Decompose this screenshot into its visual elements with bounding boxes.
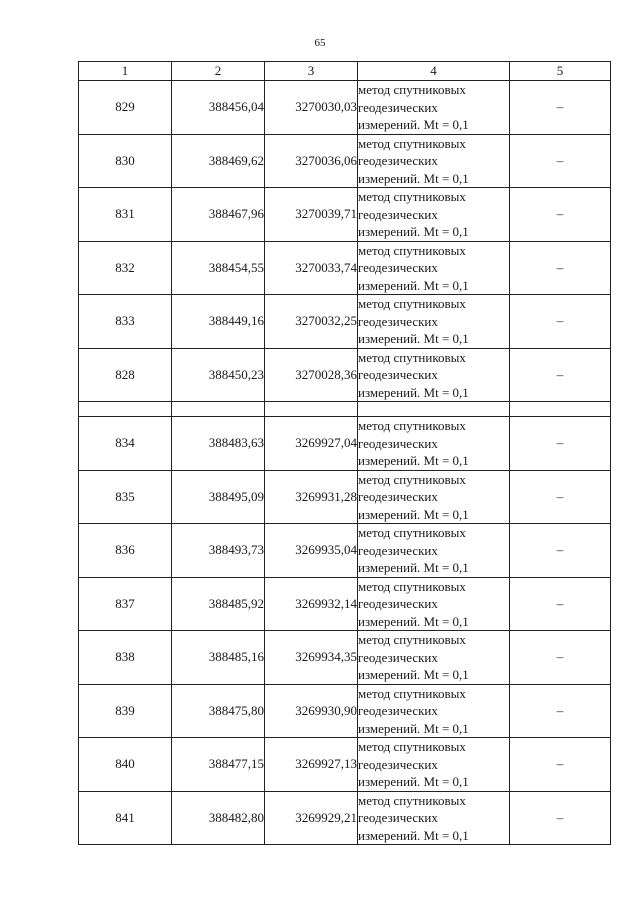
method-cell — [358, 295, 510, 349]
method-cell — [358, 134, 510, 188]
method-text-line: геодезических — [358, 206, 438, 222]
y-coordinate-cell: 3270030,03 — [265, 81, 358, 135]
method-text-line: метод спутниковых — [358, 792, 466, 808]
method-text-line: метод спутниковых — [358, 349, 466, 365]
method-cell — [358, 791, 510, 845]
point-id-cell: 837 — [79, 577, 172, 631]
note-cell: – — [510, 684, 611, 738]
table-header-row — [79, 62, 611, 81]
y-coordinate-cell: 3269932,14 — [265, 577, 358, 631]
point-id-cell: 828 — [79, 348, 172, 402]
coordinates-table — [78, 61, 611, 845]
method-text-line: метод спутниковых — [358, 525, 466, 540]
method-text-line: метод спутниковых — [358, 296, 466, 311]
method-text-line: измерений. Mt = 0,1 — [358, 827, 469, 843]
table-row — [79, 348, 611, 402]
point-id-cell: 839 — [79, 684, 172, 738]
note-cell: – — [510, 134, 611, 188]
y-coordinate-cell: 3270032,25 — [265, 295, 358, 349]
empty-cell — [172, 402, 265, 417]
method-text-line: метод спутниковых — [358, 189, 466, 204]
method-text-line: измерений. Mt = 0,1 — [358, 170, 469, 186]
method-cell — [358, 631, 510, 685]
method-cell — [358, 188, 510, 242]
method-cell — [358, 417, 510, 471]
method-cell — [358, 348, 510, 402]
method-text-line: геодезических — [358, 703, 438, 718]
point-id-cell: 833 — [79, 295, 172, 349]
method-text-line: геодезических — [358, 542, 438, 558]
y-coordinate-cell: 3269931,28 — [265, 470, 358, 524]
method-text-line: измерений. Mt = 0,1 — [358, 224, 469, 239]
method-text-line: метод спутниковых — [358, 578, 466, 594]
point-id-cell: 832 — [79, 241, 172, 295]
note-cell: – — [510, 417, 611, 471]
note-cell: – — [510, 631, 611, 685]
y-coordinate-cell: 3269927,13 — [265, 738, 358, 792]
method-text-line: метод спутниковых — [358, 685, 466, 701]
method-text-line: геодезических — [358, 756, 438, 772]
method-text-line: измерений. Mt = 0,1 — [358, 117, 469, 132]
note-cell: – — [510, 295, 611, 349]
point-id-cell: 835 — [79, 470, 172, 524]
note-cell: – — [510, 470, 611, 524]
x-coordinate-cell: 388475,80 — [172, 684, 265, 738]
point-id-cell: 836 — [79, 524, 172, 578]
note-cell: – — [510, 738, 611, 792]
method-text-line: измерений. Mt = 0,1 — [358, 720, 469, 736]
method-cell — [358, 241, 510, 295]
method-text-line: измерений. Mt = 0,1 — [358, 331, 469, 346]
column-header-4: 4 — [358, 62, 510, 81]
method-text-line: метод спутниковых — [358, 82, 466, 97]
method-text-line: геодезических — [358, 649, 438, 665]
method-text-line: измерений. Mt = 0,1 — [358, 560, 469, 575]
method-text-line: измерений. Mt = 0,1 — [358, 667, 469, 682]
table-body — [79, 62, 611, 845]
page-number: 65 — [314, 37, 326, 49]
point-id-cell: 831 — [79, 188, 172, 242]
point-id-cell: 841 — [79, 791, 172, 845]
point-id-cell: 830 — [79, 134, 172, 188]
note-cell: – — [510, 348, 611, 402]
method-text-line: геодезических — [358, 153, 438, 168]
empty-cell — [358, 402, 510, 417]
x-coordinate-cell: 388449,16 — [172, 295, 265, 349]
method-text-line: геодезических — [358, 99, 438, 115]
table-row — [79, 81, 611, 135]
x-coordinate-cell: 388454,55 — [172, 241, 265, 295]
method-text-line: измерений. Mt = 0,1 — [358, 613, 469, 629]
note-cell: – — [510, 241, 611, 295]
method-text-line: метод спутниковых — [358, 242, 466, 258]
table-row — [79, 684, 611, 738]
method-text-line: измерений. Mt = 0,1 — [358, 506, 469, 522]
x-coordinate-cell: 388495,09 — [172, 470, 265, 524]
table-row — [79, 791, 611, 845]
table-row — [79, 134, 611, 188]
point-id-cell: 834 — [79, 417, 172, 471]
note-cell: – — [510, 188, 611, 242]
method-cell — [358, 684, 510, 738]
method-text-line: измерений. Mt = 0,1 — [358, 277, 469, 293]
table-row — [79, 631, 611, 685]
point-id-cell: 829 — [79, 81, 172, 135]
empty-cell — [79, 402, 172, 417]
x-coordinate-cell: 388450,23 — [172, 348, 265, 402]
method-text-line: метод спутниковых — [358, 471, 466, 487]
method-text-line: метод спутниковых — [358, 418, 466, 433]
table-row — [79, 295, 611, 349]
x-coordinate-cell: 388483,63 — [172, 417, 265, 471]
note-cell: – — [510, 791, 611, 845]
point-id-cell: 840 — [79, 738, 172, 792]
method-cell — [358, 81, 510, 135]
empty-cell — [265, 402, 358, 417]
method-text-line: измерений. Mt = 0,1 — [358, 453, 469, 468]
method-text-line: геодезических — [358, 596, 438, 611]
method-text-line: измерений. Mt = 0,1 — [358, 774, 469, 789]
method-text-line: геодезических — [358, 313, 438, 329]
x-coordinate-cell: 388456,04 — [172, 81, 265, 135]
note-cell: – — [510, 577, 611, 631]
x-coordinate-cell: 388482,80 — [172, 791, 265, 845]
method-cell — [358, 470, 510, 524]
x-coordinate-cell: 388485,92 — [172, 577, 265, 631]
x-coordinate-cell: 388469,62 — [172, 134, 265, 188]
y-coordinate-cell: 3270036,06 — [265, 134, 358, 188]
table-spacer-row — [79, 402, 611, 417]
x-coordinate-cell: 388467,96 — [172, 188, 265, 242]
y-coordinate-cell: 3269935,04 — [265, 524, 358, 578]
y-coordinate-cell: 3269929,21 — [265, 791, 358, 845]
x-coordinate-cell: 388477,15 — [172, 738, 265, 792]
x-coordinate-cell: 388493,73 — [172, 524, 265, 578]
y-coordinate-cell: 3270039,71 — [265, 188, 358, 242]
method-text-line: геодезических — [358, 810, 438, 825]
column-header-1: 1 — [79, 62, 172, 81]
x-coordinate-cell: 388485,16 — [172, 631, 265, 685]
y-coordinate-cell: 3269930,90 — [265, 684, 358, 738]
table-row — [79, 417, 611, 471]
point-id-cell: 838 — [79, 631, 172, 685]
table-row — [79, 738, 611, 792]
method-cell — [358, 577, 510, 631]
method-cell — [358, 524, 510, 578]
y-coordinate-cell: 3269934,35 — [265, 631, 358, 685]
table-row — [79, 524, 611, 578]
method-text-line: измерений. Mt = 0,1 — [358, 384, 469, 400]
method-text-line: метод спутниковых — [358, 135, 466, 151]
method-text-line: метод спутниковых — [358, 632, 466, 647]
y-coordinate-cell: 3270028,36 — [265, 348, 358, 402]
table-row — [79, 188, 611, 242]
method-text-line: метод спутниковых — [358, 739, 466, 754]
method-text-line: геодезических — [358, 367, 438, 382]
method-text-line: геодезических — [358, 260, 438, 275]
y-coordinate-cell: 3269927,04 — [265, 417, 358, 471]
column-header-5: 5 — [510, 62, 611, 81]
method-cell — [358, 738, 510, 792]
column-header-3: 3 — [265, 62, 358, 81]
note-cell: – — [510, 524, 611, 578]
column-header-2: 2 — [172, 62, 265, 81]
note-cell: – — [510, 81, 611, 135]
method-text-line: геодезических — [358, 489, 438, 504]
table-row — [79, 577, 611, 631]
method-text-line: геодезических — [358, 435, 438, 451]
empty-cell — [510, 402, 611, 417]
y-coordinate-cell: 3270033,74 — [265, 241, 358, 295]
table-row — [79, 470, 611, 524]
table-row — [79, 241, 611, 295]
